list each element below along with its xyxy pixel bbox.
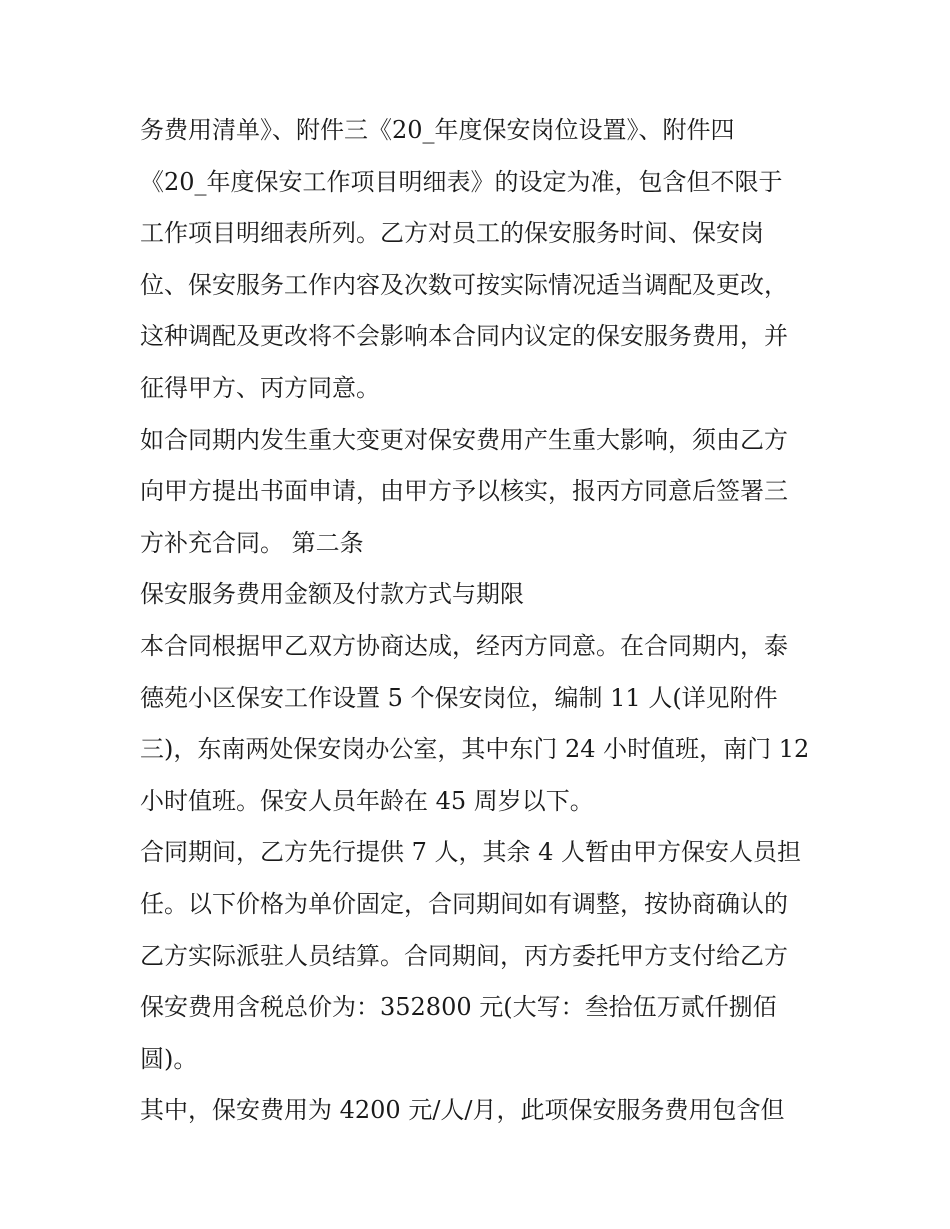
section-heading: 保安服务费用金额及付款方式与期限 bbox=[140, 580, 524, 609]
text-line: 任。以下价格为单价固定，合同期间如有调整，按协商确认的 bbox=[140, 889, 788, 918]
text-line: 务费用清单》、附件三《20_年度保安岗位设置》、附件四 bbox=[140, 116, 735, 144]
text-line: 本合同根据甲乙双方协商达成，经丙方同意。在合同期内，泰 bbox=[140, 631, 788, 660]
text-line: 方补充合同。 第二条 bbox=[140, 528, 364, 557]
text-line: 圆)。 bbox=[140, 1044, 198, 1073]
text-line: 工作项目明细表所列。乙方对员工的保安服务时间、保安岗 bbox=[140, 219, 764, 248]
text-line: 小时值班。保安人员年龄在 45 周岁以下。 bbox=[140, 786, 594, 815]
text-line: 这种调配及更改将不会影响本合同内议定的保安服务费用，并 bbox=[140, 322, 788, 351]
text-line: 如合同期内发生重大变更对保安费用产生重大影响，须由乙方 bbox=[140, 425, 788, 454]
text-line: 位、保安服务工作内容及次数可按实际情况适当调配及更改， bbox=[140, 270, 788, 299]
text-line: 征得甲方、丙方同意。 bbox=[140, 373, 380, 402]
text-line: 向甲方提出书面申请，由甲方予以核实，报丙方同意后签署三 bbox=[140, 477, 788, 506]
document-body bbox=[140, 105, 820, 1137]
text-line: 合同期间，乙方先行提供 7 人，其余 4 人暂由甲方保安人员担 bbox=[140, 838, 802, 867]
text-line: 德苑小区保安工作设置 5 个保安岗位，编制 11 人(详见附件 bbox=[140, 683, 778, 712]
text-line: 乙方实际派驻人员结算。合同期间，丙方委托甲方支付给乙方 bbox=[140, 941, 788, 970]
text-line: 其中，保安费用为 4200 元/人/月，此项保安服务费用包含但 bbox=[140, 1096, 785, 1125]
text-line: 保安费用含税总价为：352800 元(大写：叁拾伍万贰仟捌佰 bbox=[140, 993, 777, 1022]
text-line: 三)，东南两处保安岗办公室，其中东门 24 小时值班，南门 12 bbox=[140, 735, 810, 764]
text-line: 《20_年度保安工作项目明细表》的设定为准，包含但不限于 bbox=[140, 167, 783, 196]
